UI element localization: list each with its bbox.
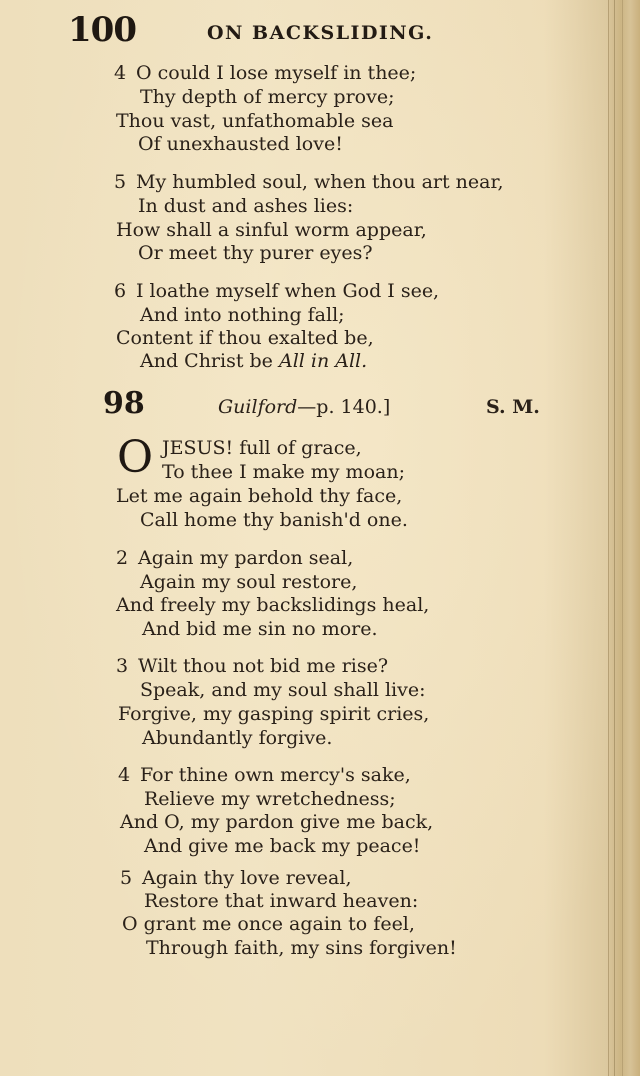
verse-line: Call home thy banish'd one. (140, 509, 408, 531)
verse-line: Relieve my wretchedness; (144, 788, 396, 810)
tune-name: Guilford (218, 396, 298, 418)
stanza-number: 5 (114, 171, 127, 193)
page-number: 100 (68, 10, 136, 50)
verse-line: O grant me once again to feel, (122, 913, 415, 935)
verse-line: 5 My humbled soul, when thou art near, (114, 171, 504, 193)
verse-line: Thy depth of mercy prove; (140, 86, 395, 108)
drop-cap: O (117, 432, 154, 483)
verse-line: 3 Wilt thou not bid me rise? (116, 655, 389, 677)
tune-page-ref: —p. 140.] (297, 396, 391, 418)
stanza-number: 4 (118, 764, 131, 786)
verse-line: And freely my backslidings heal, (116, 594, 430, 616)
verse-line: And Christ be All in All. (140, 350, 368, 372)
verse-line: In dust and ashes lies: (138, 195, 354, 217)
verse-line: Of unexhausted love! (138, 133, 343, 155)
stanza-number: 2 (116, 547, 129, 569)
page-edge (608, 0, 640, 1076)
verse-line: 2 Again my pardon seal, (116, 547, 354, 569)
verse-line: Restore that inward heaven: (144, 890, 419, 912)
verse-line: Thou vast, unfathomable sea (116, 110, 394, 132)
meter: S. M. (486, 396, 540, 418)
verse-line: Or meet thy purer eyes? (138, 242, 373, 264)
stanza-number: 5 (120, 867, 133, 889)
verse-line: 5 Again thy love reveal, (120, 867, 352, 889)
running-head: ON BACKSLIDING. (207, 22, 434, 44)
verse-line: And give me back my peace! (144, 835, 421, 857)
verse-line: Again my soul restore, (140, 571, 358, 593)
emphasis-text: All in All. (278, 350, 368, 372)
page-header (68, 10, 488, 52)
verse-line: 4 O could I lose myself in thee; (114, 62, 417, 84)
verse-line: Forgive, my gasping spirit cries, (118, 703, 430, 725)
stanza-number: 3 (116, 655, 129, 677)
verse-line: How shall a sinful worm appear, (116, 219, 427, 241)
verse-line: JESUS! full of grace, (162, 437, 362, 459)
verse-line: And bid me sin no more. (142, 618, 378, 640)
verse-line: Speak, and my soul shall live: (140, 679, 426, 701)
verse-line: 6 I loathe myself when God I see, (114, 280, 440, 302)
verse-line: And into nothing fall; (140, 304, 345, 326)
verse-line: Let me again behold thy face, (116, 485, 403, 507)
hymn-number: 98 (103, 386, 145, 421)
verse-line: Content if thou exalted be, (116, 327, 374, 349)
stanza-number: 4 (114, 62, 127, 84)
verse-line: 4 For thine own mercy's sake, (118, 764, 411, 786)
verse-line: Abundantly forgive. (142, 727, 333, 749)
verse-line: Through faith, my sins forgiven! (146, 937, 457, 959)
stanza-number: 6 (114, 280, 127, 302)
verse-line: And O, my pardon give me back, (120, 811, 434, 833)
tune-reference (218, 396, 390, 418)
verse-line: To thee I make my moan; (162, 461, 405, 483)
